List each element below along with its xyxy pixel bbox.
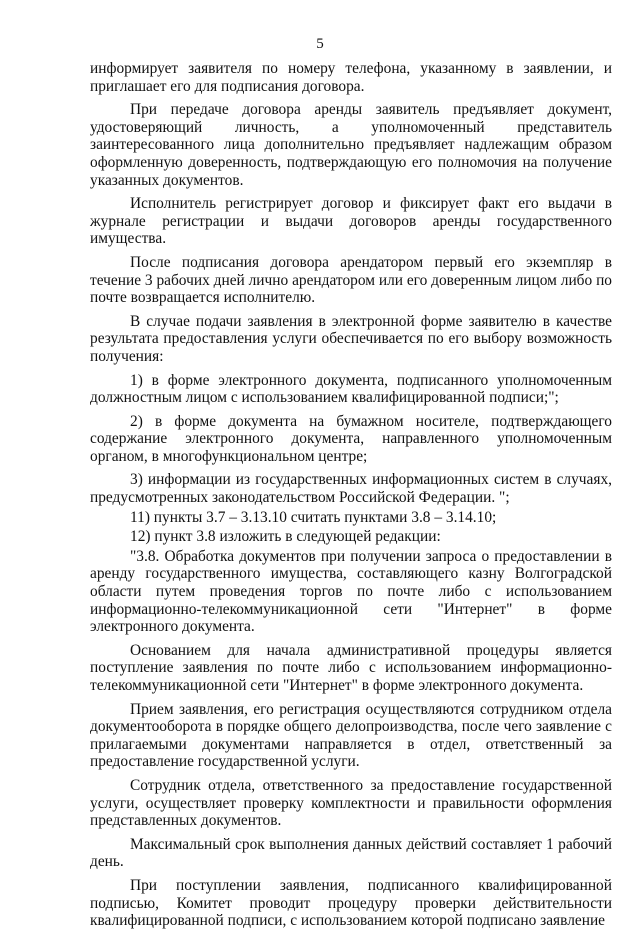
- paragraph: Сотрудник отдела, ответственного за предоставление государственной услуги, осуществляет проверку комплектности и правильности оформления представленных документов.: [90, 776, 612, 830]
- document-body: [90, 60, 612, 930]
- paragraph: Максимальный срок выполнения данных действий составляет 1 рабочий день.: [90, 835, 612, 871]
- paragraph: "3.8. Обработка документов при получении запроса о предоставлении в аренду государственного имущества, составляющего казну Волгоградской области путем проведения торгов по почте либо с использованием информационно-телекоммуникационной сети "Интернет" в форме электронного документа.: [90, 547, 612, 636]
- paragraph: Исполнитель регистрирует договор и фиксирует факт его выдачи в журнале регистрации и выдачи договоров аренды государственного имущества.: [90, 195, 612, 248]
- page-number: 5: [316, 36, 324, 52]
- paragraph: информирует заявителя по номеру телефона, указанному в заявлении, и приглашает его для подписания договора.: [90, 60, 612, 95]
- paragraph: 1) в форме электронного документа, подписанного уполномоченным должностным лицом с использованием квалифицированной подписи;";: [90, 371, 612, 407]
- paragraph: 3) информации из государственных информационных систем в случаях, предусмотренных законодательством Российской Федерации. ";: [90, 471, 612, 507]
- paragraph: В случае подачи заявления в электронной форме заявителю в качестве результата предоставления услуги обеспечивается по его выбору возможность получения:: [90, 312, 612, 365]
- paragraph: При передаче договора аренды заявитель предъявляет документ, удостоверяющий личность, а уполномоченный представитель заинтересованного лица дополнительно предъявляет надлежащим образом оформленную доверенность, подтверждающую его полномочия на получение указанных документов.: [90, 101, 612, 189]
- paragraph: Основанием для начала административной процедуры является поступление заявления по почте либо с использованием информационно-телекоммуникационной сети "Интернет" в форме электронного документа.: [90, 641, 612, 694]
- paragraph: Прием заявления, его регистрация осуществляются сотрудником отдела документооборота в порядке общего делопроизводства, после чего заявление с прилагаемыми документами направляется в отдел, ответственный за предоставление государственной услуги.: [90, 700, 612, 771]
- paragraph: 12) пункт 3.8 изложить в следующей редакции:: [130, 528, 441, 546]
- paragraph: 11) пункты 3.7 – 3.13.10 считать пунктами 3.8 – 3.14.10;: [130, 508, 497, 526]
- paragraph: После подписания договора арендатором первый его экземпляр в течение 3 рабочих дней лично арендатором или его доверенным лицом либо по почте возвращается исполнителю.: [90, 253, 612, 307]
- paragraph: При поступлении заявления, подписанного квалифицированной подписью, Комитет проводит процедуру проверки действительности квалифицированной подписи, с использованием которой подписано заявление: [90, 876, 612, 930]
- paragraph: 2) в форме документа на бумажном носителе, подтверждающего содержание электронного документа, направленного уполномоченным органом, в многофункциональном центре;: [90, 412, 612, 465]
